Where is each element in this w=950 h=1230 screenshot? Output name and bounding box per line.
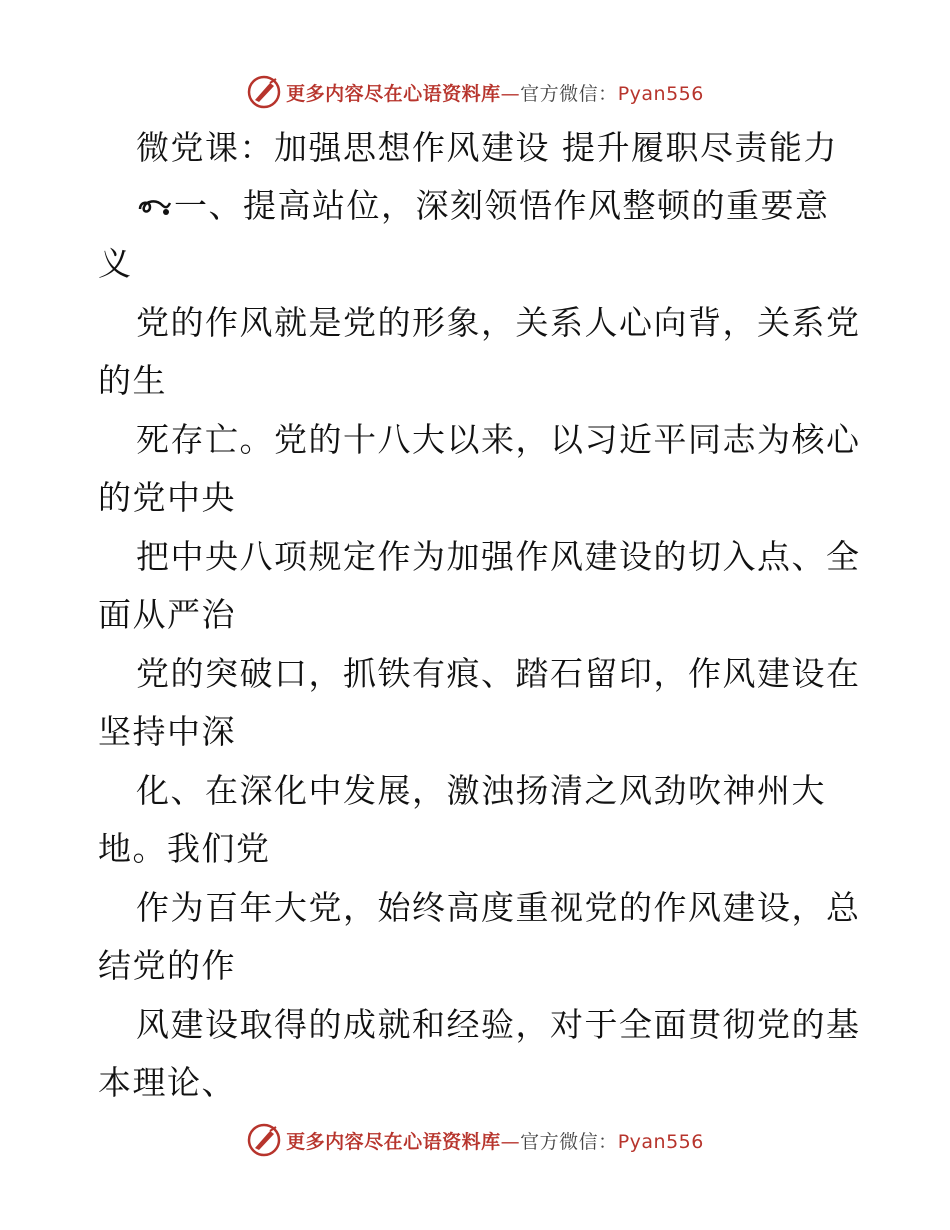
- banner-wechat-id: Pyan556: [617, 82, 704, 105]
- body-line: 把中央八项规定作为加强作风建设的切入点、全: [136, 537, 861, 576]
- section-heading: [136, 186, 916, 226]
- body-line: 的党中央: [98, 478, 236, 517]
- banner-wechat-label: 官方微信：: [520, 1130, 618, 1153]
- body-line: 地。我们党: [98, 829, 271, 868]
- body-line: 化、在深化中发展，激浊扬清之风劲吹神州大: [136, 771, 826, 810]
- banner-dash: —: [500, 82, 521, 105]
- banner-wechat-id: Pyan556: [617, 1130, 704, 1153]
- body-line: 本理论、: [98, 1063, 236, 1102]
- body-line: 坚持中深: [98, 712, 236, 751]
- body-line: 面从严治: [98, 595, 236, 634]
- body-line: 死存亡。党的十八大以来，以习近平同志为核心: [136, 420, 861, 459]
- banner-main-text: 更多内容尽在心语资料库: [286, 82, 501, 105]
- body-line: 风建设取得的成就和经验，对于全面贯彻党的基: [136, 1005, 861, 1044]
- banner-dash: —: [500, 1130, 521, 1153]
- section-heading-text: 一、提高站位，深刻领悟作风整顿的重要意: [174, 186, 830, 225]
- body-line: 党的作风就是党的形象，关系人心向背，关系党: [136, 303, 861, 342]
- body-line: 作为百年大党，始终高度重视党的作风建设，总: [136, 888, 861, 927]
- body-line: 党的突破口，抓铁有痕、踏石留印，作风建设在: [136, 654, 861, 693]
- flourish-bullet-icon: [136, 195, 172, 219]
- footer-banner: [0, 1120, 950, 1160]
- banner-main-text: 更多内容尽在心语资料库: [286, 1130, 501, 1153]
- banner-wechat-label: 官方微信：: [520, 82, 618, 105]
- document-title: 微党课：加强思想作风建设 提升履职尽责能力: [136, 128, 838, 167]
- section-heading-continued: 义: [98, 244, 133, 283]
- banner-text: [286, 1127, 704, 1154]
- body-line: 结党的作: [98, 946, 236, 985]
- body-line: 的生: [98, 361, 167, 400]
- quill-logo-icon: [246, 1122, 282, 1158]
